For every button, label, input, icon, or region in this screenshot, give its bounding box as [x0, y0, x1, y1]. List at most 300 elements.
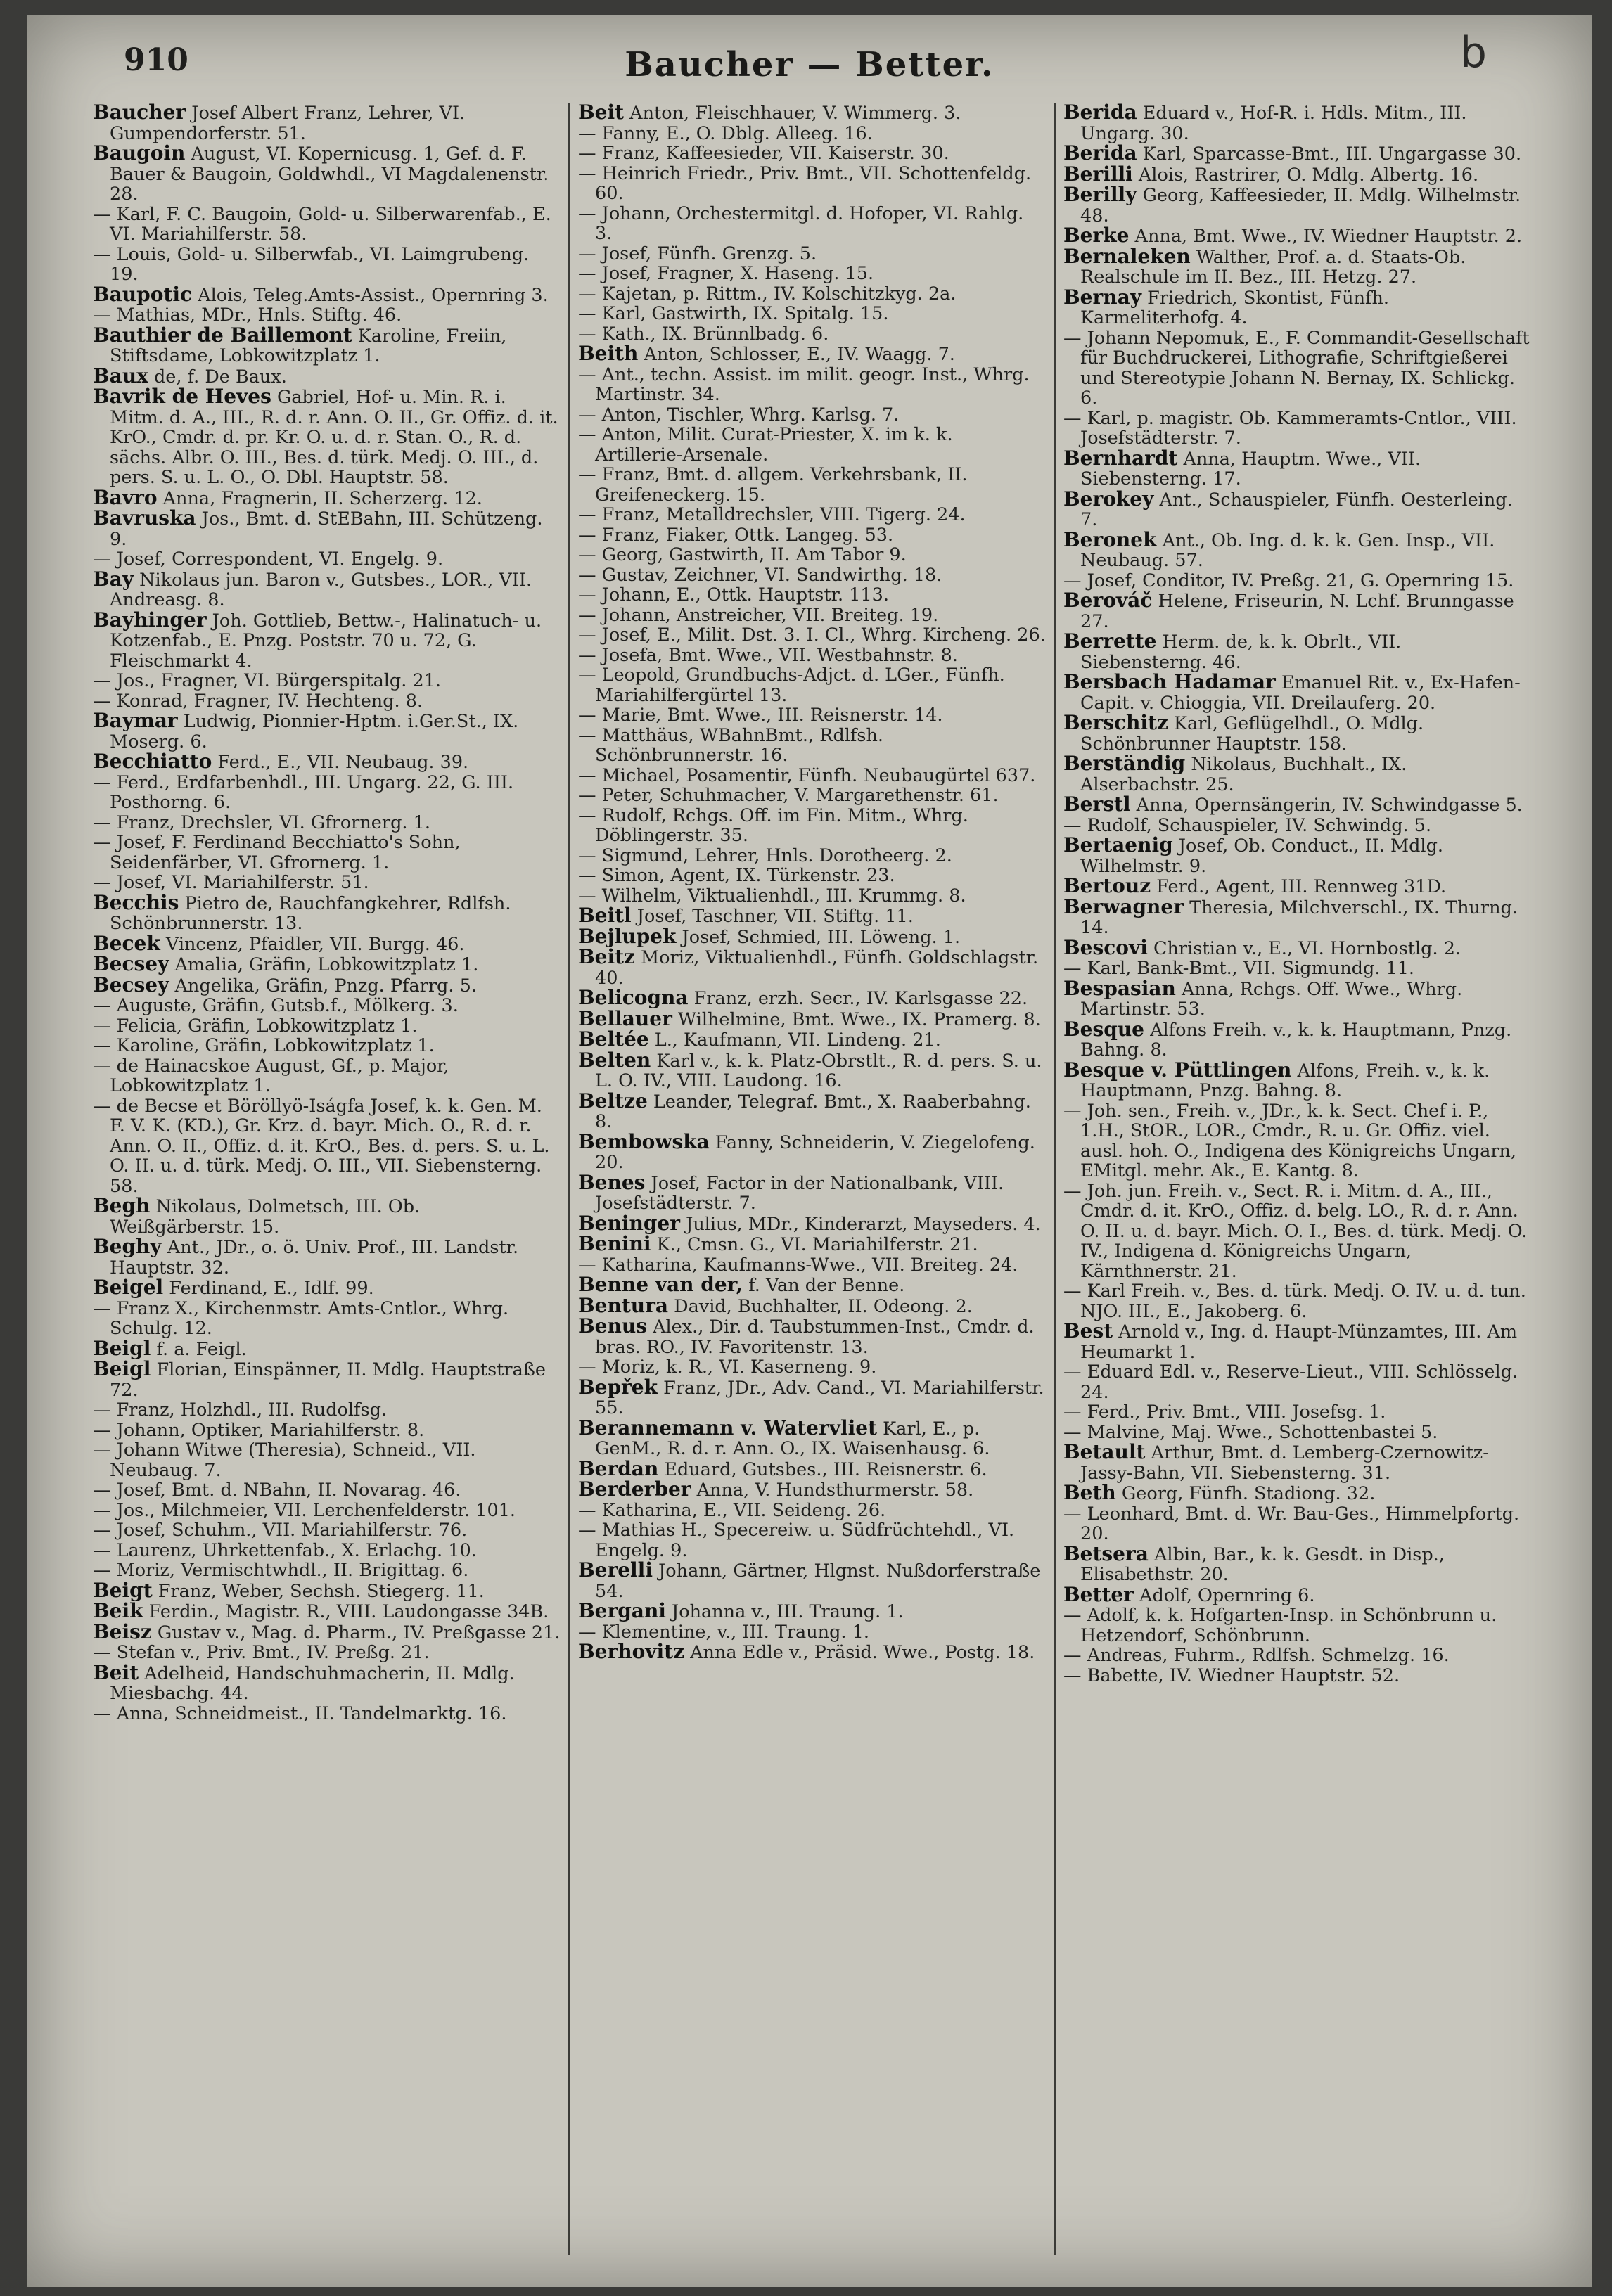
- entry-details: — Konrad, Fragner, IV. Hechteng. 8.: [93, 690, 423, 712]
- entry-details: Karl, Geflügelhdl., O. Mdlg. Schönbrunner Hauptstr. 158.: [1080, 713, 1424, 755]
- column-1: [93, 103, 561, 2255]
- entry-surname: Berokey: [1063, 487, 1154, 511]
- directory-entry: [93, 1601, 561, 1622]
- directory-entry: [1063, 1362, 1531, 1402]
- entry-details: Franz, JDr., Adv. Cand., VI. Mariahilferstr. 55.: [595, 1377, 1044, 1418]
- entry-surname: Becsey: [93, 952, 169, 975]
- directory-entry: [93, 1336, 561, 1360]
- entry-details: — Franz, Metalldrechsler, VIII. Tigerg. 24.: [578, 504, 966, 525]
- directory-entry: [578, 1601, 1046, 1622]
- entry-details: — Eduard Edl. v., Reserve-Lieut., VIII. Schlösselg. 24.: [1063, 1361, 1518, 1403]
- directory-entry: [93, 1560, 561, 1581]
- directory-entry: [578, 1275, 1046, 1296]
- entry-surname: Bavrik de Heves: [93, 385, 271, 408]
- entry-details: — Josef, Correspondent, VI. Engelg. 9.: [93, 549, 444, 570]
- entry-details: — Karoline, Gräfin, Lobkowitzplatz 1.: [93, 1035, 435, 1056]
- directory-page: [27, 15, 1592, 2287]
- directory-entry: [1063, 1483, 1531, 1504]
- entry-details: Nikolaus jun. Baron v., Gutsbes., LOR., VII. Andreasg. 8.: [110, 569, 532, 610]
- directory-entry: [1063, 672, 1531, 713]
- entry-details: — Johann Witwe (Theresia), Schneid., VII. Neubaug. 7.: [93, 1439, 476, 1481]
- entry-details: Anna, V. Hundsthurmerstr. 58.: [691, 1480, 974, 1501]
- directory-entry: [1063, 1181, 1531, 1282]
- entry-details: Josef, Taschner, VII. Stiftg. 11.: [631, 906, 914, 927]
- directory-entry: [1063, 1423, 1531, 1443]
- directory-entry: [93, 508, 561, 549]
- entry-surname: Beik: [93, 1599, 143, 1622]
- directory-entry: [1063, 409, 1531, 449]
- entry-details: — Karl Freih. v., Bes. d. türk. Medj. O. IV. u. d. tun. NJO. III., E., Jakoberg. 6.: [1063, 1281, 1526, 1322]
- entry-details: Albin, Bar., k. k. Gesdt. in Disp., Elisabethstr. 20.: [1080, 1544, 1445, 1585]
- directory-entry: [578, 806, 1046, 846]
- entry-details: Joh. Gottlieb, Bettw.-, Halinatuch- u. Kotzenfab., E. Pnzg. Poststr. 70 u. 72, G. Fleischmarkt 4.: [110, 610, 542, 672]
- entry-surname: Belicogna: [578, 986, 689, 1009]
- entry-surname: Benne van der,: [578, 1273, 743, 1296]
- directory-entry: [93, 873, 561, 893]
- entry-details: — Rudolf, Schauspieler, IV. Schwindg. 5.: [1063, 814, 1432, 836]
- directory-entry: [1063, 1402, 1531, 1423]
- running-title: Baucher — Better.: [625, 45, 994, 84]
- directory-entry: [93, 1278, 561, 1299]
- directory-entry: [578, 625, 1046, 646]
- directory-entry: [578, 1091, 1046, 1132]
- entry-details: f. Van der Benne.: [743, 1275, 905, 1296]
- directory-entry: [578, 1642, 1046, 1663]
- entry-details: — de Hainacskoe August, Gf., p. Major, Lobkowitzplatz 1.: [93, 1055, 449, 1096]
- entry-details: — Karl, Bank-Bmt., VII. Sigmundg. 11.: [1063, 958, 1415, 979]
- entry-details: Gabriel, Hof- u. Min. R. i. Mitm. d. A., III., R. d. r. Ann. O. II., Gr. Offiz. d. it. KrO., Cmdr. d. pr. Kr. O. u. d. r. Stan. O., R. d. sächs. Albr. O. III., Bes. d. türk. Medj. O. III., d. pers. S. u. L. O., O. Dbl. Hauptstr. 58.: [110, 387, 558, 488]
- entry-surname: Bertaenig: [1063, 833, 1173, 857]
- entry-details: — Josef, Conditor, IV. Preßg. 21, G. Opernring 15.: [1063, 570, 1514, 591]
- directory-entry: [1063, 1504, 1531, 1544]
- directory-entry: [93, 773, 561, 813]
- directory-entry: [93, 366, 561, 387]
- directory-entry: [93, 387, 561, 488]
- directory-entry: [93, 323, 561, 366]
- directory-entry: [578, 766, 1046, 786]
- directory-entry: [1063, 795, 1531, 816]
- entry-details: — Mathias H., Specereiw. u. Südfrüchtehdl., VI. Engelg. 9.: [578, 1520, 1015, 1561]
- directory-entry: [1063, 1541, 1531, 1585]
- directory-entry: [93, 103, 561, 143]
- entry-details: — Ferd., Priv. Bmt., VIII. Josefsg. 1.: [1063, 1402, 1386, 1423]
- directory-entry: [1063, 935, 1531, 959]
- entry-details: Johanna v., III. Traung. 1.: [665, 1601, 904, 1622]
- entry-surname: Beltée: [578, 1027, 649, 1051]
- entry-details: f. a. Feigl.: [151, 1338, 247, 1360]
- entry-details: Theresia, Milchverschl., IX. Thurng. 14.: [1080, 897, 1518, 938]
- entry-details: — Adolf, k. k. Hofgarten-Insp. in Schönbrunn u. Hetzendorf, Schönbrunn.: [1063, 1605, 1497, 1646]
- entry-details: — Anna, Schneidmeist., II. Tandelmarktg. 16.: [93, 1702, 507, 1724]
- entry-surname: Beigel: [93, 1276, 164, 1299]
- entry-details: — Kajetan, p. Rittm., IV. Kolschitzkyg. 2a.: [578, 283, 957, 304]
- entry-details: — Josef, Bmt. d. NBahn, II. Novarag. 46.: [93, 1480, 461, 1501]
- directory-entry: [93, 954, 561, 975]
- entry-details: — Leonhard, Bmt. d. Wr. Bau-Ges., Himmelpfortg. 20.: [1063, 1503, 1520, 1544]
- entry-surname: Bernay: [1063, 285, 1142, 309]
- entry-details: Herm. de, k. k. Obrlt., VII. Siebensterng. 46.: [1080, 631, 1402, 673]
- directory-entry: [1063, 835, 1531, 876]
- directory-entry: [578, 545, 1046, 565]
- entry-surname: Begh: [93, 1194, 151, 1217]
- entry-details: Ferdinand, E., Idlf. 99.: [163, 1278, 374, 1299]
- entry-details: — Joh. jun. Freih. v., Sect. R. i. Mitm. d. A., III., Cmdr. d. it. KrO., Offiz. d. belg. LO., R. d. r. Ann. O. II. u. d. bayr. Mich. O. I., Bes. d. türk. Medj. O. IV., Indigena d. Königreichs Ungarn, Kärnthnerstr. 21.: [1063, 1180, 1528, 1282]
- entry-details: Johann, Gärtner, Hlgnst. Nußdorferstraße 54.: [595, 1560, 1041, 1602]
- entry-details: — Moriz, Vermischtwhdl., II. Brigittag. 6.: [93, 1560, 469, 1581]
- column-2: [578, 103, 1046, 2255]
- directory-entry: [93, 671, 561, 691]
- entry-surname: Bernaleken: [1063, 244, 1191, 268]
- entry-surname: Bejlupek: [578, 924, 677, 948]
- entry-surname: Berilly: [1063, 183, 1137, 206]
- directory-entry: [578, 304, 1046, 324]
- entry-details: Anna Edle v., Präsid. Wwe., Postg. 18.: [684, 1642, 1035, 1663]
- entry-details: — Joh. sen., Freih. v., JDr., k. k. Sect. Chef i. P., 1.H., StOR., LOR., Cmdr., R. u. Gr. Offiz. viel. ausl. hoh. O., Indigena des Königreichs Ungarn, EMitgl. mehr. Ak., E. Kantg. 8.: [1063, 1100, 1517, 1181]
- directory-entry: [1063, 285, 1531, 328]
- directory-entry: [1063, 876, 1531, 897]
- entry-details: — Josef, E., Milit. Dst. 3. I. Cl., Whrg. Kircheng. 26.: [578, 624, 1046, 646]
- entry-details: — Georg, Gastwirth, II. Am Tabor 9.: [578, 544, 907, 565]
- directory-entry: [1063, 162, 1531, 186]
- directory-entry: [93, 205, 561, 245]
- directory-entry: [1063, 571, 1531, 591]
- entry-details: — Ferd., Erdfarbenhdl., III. Ungarg. 22, G. III. Posthorng. 6.: [93, 771, 514, 813]
- entry-surname: Bayhinger: [93, 608, 207, 631]
- entry-details: — Fanny, E., O. Dblg. Alleeg. 16.: [578, 122, 873, 144]
- directory-entry: [93, 1237, 561, 1278]
- directory-entry: [93, 1480, 561, 1501]
- directory-entry: [578, 1418, 1046, 1459]
- entry-surname: Bergani: [578, 1599, 666, 1622]
- entry-details: Walther, Prof. a. d. Staats-Ob. Realschule im II. Bez., III. Hetzg. 27.: [1080, 246, 1466, 288]
- directory-entry: [578, 1211, 1046, 1235]
- entry-details: Adolf, Opernring 6.: [1133, 1584, 1315, 1606]
- entry-surname: Better: [1063, 1582, 1134, 1606]
- entry-details: Josef Albert Franz, Lehrer, VI. Gumpendorferstr. 51.: [110, 103, 466, 144]
- entry-details: — Josef, Fragner, X. Haseng. 15.: [578, 263, 874, 284]
- entry-details: — Katharina, E., VII. Seideng. 26.: [578, 1499, 886, 1521]
- directory-entry: [93, 567, 561, 610]
- directory-entry: [578, 988, 1046, 1009]
- entry-details: Karoline, Freiin, Stiftsdame, Lobkowitzplatz 1.: [110, 325, 507, 366]
- directory-entry: [578, 585, 1046, 605]
- directory-entry: [1063, 328, 1531, 409]
- entry-details: Angelika, Gräfin, Pnzg. Pfarrg. 5.: [169, 975, 477, 996]
- directory-entry: [578, 1027, 1046, 1051]
- entry-surname: Baucher: [93, 103, 186, 124]
- entry-surname: Berannemann v. Watervliet: [578, 1416, 878, 1439]
- entry-surname: Beith: [578, 342, 639, 365]
- entry-surname: Beronek: [1063, 527, 1157, 551]
- page-header: [27, 28, 1592, 98]
- directory-entry: [578, 1170, 1046, 1214]
- directory-entry: [578, 705, 1046, 726]
- entry-details: — Josef, F. Ferdinand Becchiatto's Sohn, Seidenfärber, VI. Gfrornerg. 1.: [93, 832, 461, 873]
- directory-entry: [578, 365, 1046, 405]
- entry-surname: Betsera: [1063, 1541, 1149, 1565]
- entry-surname: Becsey: [93, 973, 169, 996]
- entry-details: Vincenz, Pfaidler, VII. Burgg. 46.: [160, 933, 465, 955]
- directory-entry: [578, 344, 1046, 365]
- directory-entry: [578, 1234, 1046, 1255]
- entry-details: — Felicia, Gräfin, Lobkowitzplatz 1.: [93, 1015, 418, 1037]
- entry-surname: Beit: [93, 1660, 139, 1684]
- column-rule: [568, 103, 570, 2255]
- entry-details: — Anton, Tischler, Whrg. Karlsg. 7.: [578, 404, 900, 425]
- entry-details: — Babette, IV. Wiedner Hauptstr. 52.: [1063, 1665, 1400, 1686]
- entry-details: — Franz, Fiaker, Ottk. Langeg. 53.: [578, 524, 894, 546]
- directory-entry: [93, 1036, 561, 1056]
- directory-entry: [93, 1501, 561, 1521]
- entry-details: Fanny, Schneiderin, V. Ziegelofeng. 20.: [595, 1131, 1035, 1173]
- entry-details: Franz, Weber, Sechsh. Stiegerg. 11.: [152, 1580, 485, 1602]
- entry-details: Anna, Hauptm. Wwe., VII. Siebensterng. 17.: [1080, 448, 1421, 489]
- directory-entry: [1063, 1281, 1531, 1321]
- directory-entry: [578, 324, 1046, 345]
- entry-surname: Bersbach Hadamar: [1063, 670, 1276, 693]
- entry-details: — Marie, Bmt. Wwe., III. Reisnerstr. 14.: [578, 705, 943, 726]
- entry-surname: Benes: [578, 1170, 646, 1194]
- directory-entry: [93, 1056, 561, 1096]
- entry-details: — Jos., Milchmeier, VII. Lerchenfelderstr. 101.: [93, 1499, 516, 1521]
- directory-entry: [1063, 631, 1531, 672]
- entry-details: Karl v., k. k. Platz-Obrstlt., R. d. pers. S. u. L. O. IV., VIII. Laudong. 16.: [595, 1050, 1042, 1091]
- entry-surname: Berwagner: [1063, 894, 1184, 918]
- entry-details: — Malvine, Maj. Wwe., Schottenbastei 5.: [1063, 1421, 1438, 1443]
- entry-details: — Peter, Schuhmacher, V. Margarethenstr. 61.: [578, 785, 999, 806]
- entry-surname: Beisz: [93, 1620, 152, 1643]
- column-rule: [1054, 103, 1056, 2255]
- entry-details: Julius, MDr., Kinderarzt, Mayseders. 4.: [679, 1213, 1041, 1235]
- entry-surname: Bavro: [93, 485, 158, 509]
- entry-details: Ferdin., Magistr. R., VIII. Laudongasse 34B.: [143, 1601, 549, 1622]
- directory-entry: [578, 505, 1046, 525]
- entry-surname: Beitz: [578, 945, 635, 968]
- column-3: [1063, 103, 1531, 2255]
- entry-details: — Klementine, v., III. Traung. 1.: [578, 1621, 869, 1643]
- directory-entry: [93, 1196, 561, 1237]
- directory-entry: [1063, 1017, 1531, 1060]
- entry-details: August, VI. Kopernicusg. 1, Gef. d. F. Bauer & Baugoin, Goldwhdl., VI Magdalenenstr. 28.: [110, 143, 549, 205]
- entry-surname: Bertouz: [1063, 874, 1151, 897]
- directory-entry: [578, 1622, 1046, 1643]
- directory-entry: [93, 1299, 561, 1339]
- entry-details: Florian, Einspänner, II. Mdlg. Hauptstraße 72.: [110, 1359, 546, 1401]
- directory-entry: [93, 1440, 561, 1480]
- entry-details: Josef, Ob. Conduct., II. Mdlg. Wilhelmstr. 9.: [1080, 835, 1443, 877]
- entry-surname: Berováč: [1063, 589, 1153, 612]
- entry-details: Helene, Friseurin, N. Lchf. Brunngasse 27.: [1080, 591, 1514, 632]
- directory-entry: [1063, 894, 1531, 938]
- page-number: 910: [124, 42, 188, 78]
- entry-details: — Stefan v., Priv. Bmt., IV. Preßg. 21.: [93, 1642, 430, 1663]
- directory-entry: [93, 1578, 561, 1602]
- entry-surname: Berschitz: [1063, 711, 1168, 734]
- entry-details: Friedrich, Skontist, Fünfh. Karmeliterhofg. 4.: [1080, 287, 1389, 328]
- entry-details: Anna, Rchgs. Off. Wwe., Whrg. Martinstr. 53.: [1080, 978, 1463, 1020]
- directory-entry: [578, 1560, 1046, 1601]
- entry-surname: Bernhardt: [1063, 446, 1178, 470]
- entry-surname: Berilli: [1063, 162, 1133, 186]
- entry-details: Adelheid, Handschuhmacherin, II. Mdlg. Miesbachg. 44.: [110, 1662, 515, 1704]
- entry-details: — Karl, p. magistr. Ob. Kammeramts-Cntlor., VIII. Josefstädterstr. 7.: [1063, 407, 1517, 449]
- entry-details: Ludwig, Pionnier-Hptm. i.Ger.St., IX. Moserg. 6.: [110, 711, 519, 752]
- entry-surname: Bescovi: [1063, 935, 1148, 959]
- entry-details: Alfons, Freih. v., k. k. Hauptmann, Pnzg. Bahng. 8.: [1080, 1060, 1490, 1101]
- entry-details: — Karl, F. C. Baugoin, Gold- u. Silberwarenfab., E. VI. Mariahilferstr. 58.: [93, 203, 551, 245]
- entry-details: David, Buchhalter, II. Odeong. 2.: [668, 1295, 973, 1317]
- directory-entry: [93, 485, 561, 509]
- directory-entry: [578, 886, 1046, 906]
- directory-entry: [578, 906, 1046, 927]
- entry-details: Gustav v., Mag. d. Pharm., IV. Preßgasse 21.: [151, 1622, 561, 1643]
- entry-surname: Baymar: [93, 709, 178, 732]
- directory-entry: [578, 525, 1046, 546]
- directory-entry: [578, 405, 1046, 425]
- entry-details: — Franz, Bmt. d. allgem. Verkehrsbank, II. Greifeneckerg. 15.: [578, 464, 968, 506]
- directory-entry: [1063, 103, 1531, 143]
- entry-details: — Wilhelm, Viktualienhdl., III. Krummg. 8.: [578, 885, 966, 906]
- entry-details: — Johann, E., Ottk. Hauptstr. 113.: [578, 584, 890, 605]
- entry-details: Jos., Bmt. d. StEBahn, III. Schützeng. 9.: [110, 508, 543, 550]
- directory-entry: [1063, 1442, 1531, 1483]
- directory-entry: [578, 605, 1046, 626]
- directory-entry: [93, 282, 561, 306]
- directory-entry: [1063, 1582, 1531, 1606]
- directory-entry: [93, 1541, 561, 1561]
- entry-details: — Andreas, Fuhrm., Rdlfsh. Schmelzg. 16.: [1063, 1645, 1450, 1666]
- directory-entry: [578, 204, 1046, 244]
- directory-entry: [578, 264, 1046, 284]
- entry-details: — Anton, Milit. Curat-Priester, X. im k. k. Artillerie-Arsenale.: [578, 424, 953, 466]
- entry-details: — Josef, VI. Mariahilferstr. 51.: [93, 872, 369, 893]
- entry-details: Eduard, Gutsbes., III. Reisnerstr. 6.: [658, 1458, 987, 1480]
- entry-surname: Berida: [1063, 141, 1137, 165]
- entry-details: Karl, E., p. GenM., R. d. r. Ann. O., IX. Waisenhausg. 6.: [595, 1418, 990, 1459]
- entry-surname: Beigt: [93, 1578, 153, 1602]
- entry-surname: Beitl: [578, 904, 632, 927]
- entry-surname: Berrette: [1063, 629, 1157, 653]
- entry-details: — Johann, Anstreicher, VII. Breiteg. 19.: [578, 604, 939, 626]
- entry-surname: Berdan: [578, 1456, 659, 1480]
- entry-details: — Moriz, k. R., VI. Kaserneng. 9.: [578, 1357, 877, 1378]
- entry-details: L., Kaufmann, VII. Lindeng. 21.: [648, 1030, 941, 1051]
- directory-entry: [93, 1520, 561, 1541]
- directory-entry: [93, 305, 561, 326]
- directory-entry: [93, 813, 561, 833]
- entry-surname: Bepřek: [578, 1375, 658, 1399]
- directory-entry: [578, 866, 1046, 886]
- entry-details: Emanuel Rit. v., Ex-Hafen-Capit. v. Chioggia, VII. Dreilauferg. 20.: [1080, 672, 1521, 714]
- directory-entry: [578, 1048, 1046, 1091]
- entry-details: Alex., Dir. d. Taubstummen-Inst., Cmdr. d. bras. RO., IV. Favoritenstr. 13.: [595, 1316, 1035, 1358]
- entry-surname: Baux: [93, 364, 148, 387]
- entry-surname: Berstl: [1063, 793, 1131, 816]
- entry-surname: Beigl: [93, 1336, 151, 1360]
- directory-entry: [578, 1316, 1046, 1357]
- entry-details: Ant., JDr., o. ö. Univ. Prof., III. Landstr. Hauptstr. 32.: [110, 1237, 519, 1278]
- directory-entry: [1063, 1646, 1531, 1666]
- entry-details: — Josef, Fünfh. Grenzg. 5.: [578, 243, 817, 264]
- entry-details: — Franz, Kaffeesieder, VII. Kaiserstr. 30.: [578, 143, 949, 164]
- directory-columns: [93, 103, 1536, 2255]
- directory-entry: [93, 610, 561, 672]
- entry-details: — Johann Nepomuk, E., F. Commandit-Gesellschaft für Buchdruckerei, Lithografie, Schriftgießerei und Stereotypie Johann N. Bernay, IX. Schlickg. 6.: [1063, 327, 1530, 409]
- entry-surname: Berderber: [578, 1477, 691, 1501]
- entry-surname: Baugoin: [93, 141, 186, 165]
- entry-details: Ant., Ob. Ing. d. k. k. Gen. Insp., VII. Neubaug. 57.: [1080, 530, 1495, 571]
- entry-surname: Bellauer: [578, 1006, 672, 1030]
- directory-entry: [578, 284, 1046, 304]
- entry-details: — Sigmund, Lehrer, Hnls. Dorotheerg. 2.: [578, 845, 952, 866]
- entry-details: — Matthäus, WBahnBmt., Rdlfsh. Schönbrunnerstr. 16.: [578, 724, 883, 766]
- directory-entry: [93, 1660, 561, 1704]
- entry-details: Christian v., E., VI. Hornbostlg. 2.: [1147, 937, 1461, 959]
- entry-surname: Beninger: [578, 1211, 680, 1235]
- directory-entry: [93, 890, 561, 934]
- directory-entry: [578, 1477, 1046, 1501]
- directory-entry: [578, 947, 1046, 988]
- entry-details: — Franz X., Kirchenmstr. Amts-Cntlor., Whrg. Schulg. 12.: [93, 1297, 509, 1339]
- entry-surname: Berida: [1063, 103, 1137, 124]
- entry-details: Anton, Fleischhauer, V. Wimmerg. 3.: [624, 103, 961, 124]
- entry-details: — Michael, Posamentir, Fünfh. Neubaugürtel 637.: [578, 764, 1036, 786]
- entry-surname: Bavruska: [93, 506, 196, 530]
- entry-surname: Betault: [1063, 1440, 1146, 1463]
- directory-entry: [578, 143, 1046, 164]
- entry-details: — Gustav, Zeichner, VI. Sandwirthg. 18.: [578, 564, 942, 586]
- directory-entry: [1063, 446, 1531, 489]
- entry-surname: Benini: [578, 1232, 651, 1255]
- directory-entry: [578, 785, 1046, 806]
- entry-details: Nikolaus, Buchhalt., IX. Alserbachstr. 25.: [1080, 754, 1407, 795]
- directory-entry: [93, 1400, 561, 1420]
- entry-details: Eduard v., Hof-R. i. Hdls. Mitm., III. Ungarg. 30.: [1080, 103, 1467, 144]
- directory-entry: [93, 996, 561, 1016]
- entry-surname: Beth: [1063, 1481, 1116, 1504]
- entry-details: — Rudolf, Rchgs. Off. im Fin. Mitm., Whrg. Döblingerstr. 35.: [578, 804, 968, 846]
- directory-entry: [1063, 244, 1531, 288]
- entry-details: — Franz, Holzhdl., III. Rudolfsg.: [93, 1399, 387, 1420]
- entry-surname: Berständig: [1063, 752, 1186, 775]
- directory-entry: [1063, 226, 1531, 247]
- directory-entry: [1063, 1060, 1531, 1101]
- entry-details: Georg, Fünfh. Stadiong. 32.: [1115, 1483, 1376, 1504]
- entry-surname: Berelli: [578, 1558, 653, 1582]
- entry-surname: Bespasian: [1063, 976, 1176, 1000]
- entry-details: — Johann, Orchestermitgl. d. Hofoper, VI. Rahlg. 3.: [578, 203, 1024, 244]
- directory-entry: [1063, 958, 1531, 979]
- directory-entry: [578, 1520, 1046, 1560]
- directory-entry: [578, 726, 1046, 766]
- entry-details: Anna, Fragnerin, II. Scherzerg. 12.: [157, 487, 482, 509]
- entry-surname: Belten: [578, 1048, 651, 1072]
- entry-details: Alfons Freih. v., k. k. Hauptmann, Pnzg. Bahng. 8.: [1080, 1019, 1512, 1060]
- entry-details: — Louis, Gold- u. Silberwfab., VI. Laimgrubeng. 19.: [93, 243, 530, 285]
- entry-details: de, f. De Baux.: [148, 366, 287, 387]
- entry-details: Josef, Schmied, III. Löweng. 1.: [676, 926, 961, 948]
- directory-entry: [93, 1096, 561, 1197]
- entry-details: Amalia, Gräfin, Lobkowitzplatz 1.: [169, 954, 479, 975]
- directory-entry: [578, 1375, 1046, 1418]
- entry-details: Georg, Kaffeesieder, II. Mdlg. Wilhelmstr. 48.: [1080, 185, 1521, 226]
- entry-details: Leander, Telegraf. Bmt., X. Raaberbahng. 8.: [595, 1091, 1031, 1132]
- entry-details: — de Becse et Böröllyö-Iságfa Josef, k. k. Gen. M. F. V. K. (KD.), Gr. Krz. d. bayr. Mich. O., R. d. r. Ann. O. II., Offiz. d. it. KrO., Bes. d. pers. S. u. L. O. II. u. d. türk. Medj. O. III., VII. Siebensterng. 58.: [93, 1095, 550, 1197]
- directory-entry: [578, 244, 1046, 264]
- entry-details: Anton, Schlosser, E., IV. Waagg. 7.: [638, 344, 955, 365]
- entry-surname: Baupotic: [93, 282, 193, 306]
- entry-details: — Jos., Fragner, VI. Bürgerspitalg. 21.: [93, 670, 442, 691]
